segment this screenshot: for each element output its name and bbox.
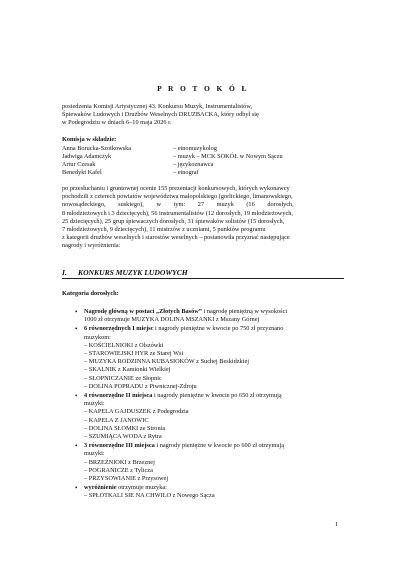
commission-member [62, 169, 344, 177]
award-entry [62, 442, 344, 483]
bullet-icon: • [75, 308, 78, 316]
section-underline [62, 278, 344, 279]
award-lead: wyróżnienie [84, 484, 117, 492]
summary-line: z kategorii drużbów weselnych i starostów weselnych – postanowiła przyznać następujące [62, 234, 290, 242]
intro-line: w Podegrodziu w dniach 6–10 maja 2026 r. [62, 119, 172, 127]
winner-item: – DOLINA SŁOMKI ze Stronia [84, 424, 166, 432]
bullet-icon: • [75, 484, 78, 493]
section-number: I. [62, 268, 67, 277]
commission-list [62, 145, 344, 177]
award-entry [62, 308, 344, 324]
summary-line: po przesłuchaniu i gruntownej ocenie 155 prezentacji konkursowych, których wykonawcy [62, 185, 290, 192]
award-entry [62, 325, 344, 391]
awards-list [62, 308, 344, 502]
bullet-icon: • [75, 442, 78, 451]
award-text: muzyki: [84, 450, 105, 458]
winner-item: – SKALNIK z Kamionki Wielkiej [84, 366, 171, 374]
member-name: Benedykt Kafel [62, 169, 102, 176]
commission-member [62, 153, 344, 161]
category-heading: Kategoria dorosłych: [62, 290, 119, 297]
document-title: P R O T O K Ó Ł [157, 84, 249, 93]
member-name: Artur Czesak [62, 161, 96, 168]
intro-line: Śpiewaków Ludowych i Drużbów Weselnych DRUZBACKA, który odbył się [62, 111, 259, 119]
award-text: otrzymuje muzyka: [116, 484, 167, 492]
member-role: – muzyk – MCK SOKÓŁ w Nowym Sączu [173, 153, 283, 160]
winner-item: – SŁOPNICZANIE ze Słopnic [84, 374, 162, 382]
winner-item: – SZUMIĄCA WODA z Rytra [84, 433, 162, 441]
commission-member [62, 145, 344, 153]
commission-heading: Komisja w składzie: [62, 136, 117, 143]
award-text: i nagrody pieniężne w kwocie po 650 zł otrzymują [152, 392, 282, 400]
member-role: – etnograf [173, 169, 199, 176]
summary-line: nowosądeckiego, suskiego), w tym: 27 muzyk (16 dorosłych, [62, 201, 294, 209]
summary-line: pochodzili z czterech powiatów województwa małopolskiego (gorlickiego, limanowskiego, [62, 193, 293, 201]
member-name: Jadwiga Adamczyk [62, 153, 112, 160]
summary-line: 7 młodzieżowych, 9 dziecięcych), 11 mistrzów z uczniami, 5 punktów programu [62, 226, 266, 234]
award-text: muzykom: [84, 333, 111, 341]
winner-item: – PRZYSOWIANIE z Przysowej [84, 475, 169, 483]
commission-member [62, 161, 344, 169]
member-role: – językoznawca [173, 161, 214, 168]
winner-item: – KAPELA Z JANOWIC [84, 416, 149, 424]
award-text: i nagrodę pieniężną w wysokości [201, 308, 288, 315]
member-role: – etnomuzykolog [173, 145, 217, 152]
summary-paragraph [62, 185, 344, 251]
intro-line: posiedzenia Komisji Artystycznej 43. Konkursu Muzyk, Instrumentalistów, [62, 103, 253, 110]
winner-item: – DOLINA POPRADU z Piwnicznej-Zdroju [84, 382, 197, 390]
award-text: i nagrody pieniężne w kwocie po 600 zł otrzymują [154, 442, 285, 450]
winner-item: – KOŚCIELNIOKI z Olszówki [84, 341, 164, 349]
bullet-icon: • [75, 325, 78, 334]
winner-item: – KAPELA GAJDUSZEK z Podegrodzia [84, 408, 189, 416]
section-heading [62, 268, 188, 277]
award-text: muzyki: [84, 400, 105, 408]
award-lead: 3 równorzędne III miejsca [84, 442, 155, 450]
winner-item: – BRZEŹNIOKI z Brzeznej [84, 458, 155, 466]
summary-line: 8 młodzieżowych i 3 dziecięcych), 56 instrumentalistów (12 dorosłych, 19 młodzieżowych, [62, 209, 293, 217]
award-lead: 6 równorzędnych I miejsc [84, 325, 154, 333]
winner-item: – MUZYKA RODZINNA KUBASIOKÓW z Suchej Beskidzkiej [84, 358, 249, 366]
page-number: 1 [335, 521, 339, 528]
award-entry [62, 484, 344, 500]
award-lead: Nagrodę główną w postaci „Złotych Basów” [84, 308, 202, 315]
section-title: KONKURS MUZYK LUDOWYCH [78, 268, 188, 277]
summary-line: nagrody i wyróżnienia: [62, 242, 121, 250]
winner-item: – POGRANICZE z Tylicza [84, 466, 153, 474]
award-text: i nagrody pieniężne w kwocie po 750 zł przyznano [153, 325, 284, 333]
summary-line: 25 dziecięcych), 25 grup śpiewaczych dorosłych, 31 śpiewaków solistów (15 dorosłych, [62, 217, 285, 225]
winner-item: – STAROWIEJSKI HYR ze Starej Wsi [84, 350, 184, 358]
member-name: Anna Borucka-Szotkowska [62, 145, 132, 152]
award-text: 1000 zł otrzymuje MUZYKA DOLINA MSZANKI z Mszany Górnej [84, 316, 260, 324]
award-entry [62, 392, 344, 441]
intro-paragraph [62, 103, 344, 128]
winner-item: – SPŁOTKALI SIE NA CHWILO z Nowego Sącza [84, 492, 215, 500]
award-lead: 4 równorzędne II miejsca [84, 392, 153, 400]
bullet-icon: • [75, 392, 78, 401]
